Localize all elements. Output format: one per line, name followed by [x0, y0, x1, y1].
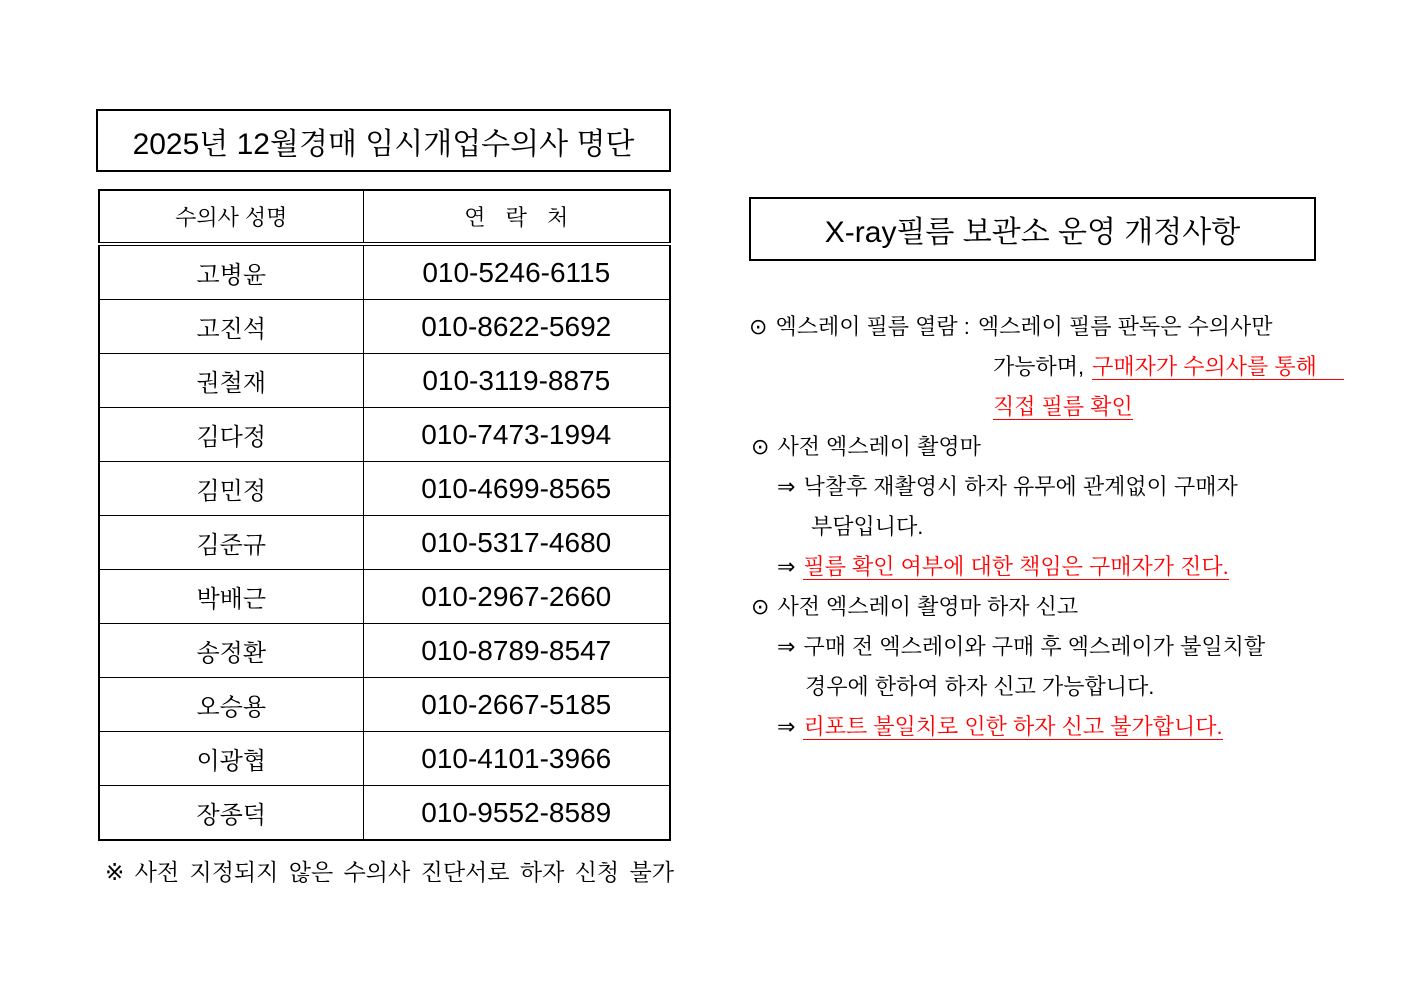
- right-arrow-icon: ⇒: [777, 634, 796, 659]
- circled-dot-bullet-icon: ⊙: [749, 314, 768, 339]
- table-row: [99, 354, 670, 408]
- note-item3-sub2: [777, 713, 1223, 741]
- emphasis-text: 구매자가 수의사를 통해: [1092, 354, 1344, 380]
- table-row: [99, 786, 670, 841]
- note-heading: 사전 엑스레이 촬영마 하자 신고: [777, 594, 1079, 619]
- note-item2-sub2: [777, 553, 1229, 581]
- table-header-row: [99, 190, 670, 244]
- vet-phone: 010-5246-6115: [363, 244, 670, 300]
- note-item1-line: [749, 313, 1273, 341]
- table-row: [99, 516, 670, 570]
- note-text: 낙찰후 재촬영시 하자 유무에 관계없이 구매자: [803, 474, 1238, 499]
- vet-name: 고병윤: [99, 244, 363, 300]
- note-text: 엑스레이 필름 판독은 수의사만: [977, 314, 1273, 339]
- right-arrow-icon: ⇒: [777, 474, 796, 499]
- note-text: 구매 전 엑스레이와 구매 후 엑스레이가 불일치할: [803, 634, 1266, 659]
- note-item1-continuation: [993, 353, 1344, 381]
- vet-name: 고진석: [99, 300, 363, 354]
- table-row: [99, 678, 670, 732]
- vet-phone: 010-5317-4680: [363, 516, 670, 570]
- vet-name: 송정환: [99, 624, 363, 678]
- note-item1-continuation-2: [993, 393, 1133, 421]
- footnote: ※ 사전 지정되지 않은 수의사 진단서로 하자 신청 불가: [105, 859, 674, 885]
- table-row: [99, 300, 670, 354]
- vet-phone: 010-8622-5692: [363, 300, 670, 354]
- notice-title: X-ray필름 보관소 운영 개정사항: [824, 216, 1241, 249]
- vet-name: 박배근: [99, 570, 363, 624]
- vet-phone: 010-4699-8565: [363, 462, 670, 516]
- emphasis-text: 필름 확인 여부에 대한 책임은 구매자가 진다.: [803, 554, 1229, 579]
- vet-phone: 010-9552-8589: [363, 786, 670, 841]
- table-row: [99, 624, 670, 678]
- vet-phone: 010-3119-8875: [363, 354, 670, 408]
- table-row: [99, 732, 670, 786]
- note-item2-line: [751, 433, 981, 461]
- note-item2-sub1: [777, 473, 1238, 501]
- note-heading: 엑스레이 필름 열람 :: [775, 314, 970, 339]
- note-item3-sub1-continuation: [805, 673, 1154, 701]
- note-text: 부담입니다.: [811, 514, 924, 539]
- emphasis-text: 직접 필름 확인: [993, 394, 1133, 419]
- note-heading: 사전 엑스레이 촬영마: [777, 434, 981, 459]
- vet-name: 김다정: [99, 408, 363, 462]
- notice-box: [749, 197, 1316, 261]
- emphasis-text: 리포트 불일치로 인한 하자 신고 불가합니다.: [803, 714, 1223, 739]
- note-text: 가능하며,: [993, 354, 1085, 379]
- table-row: [99, 462, 670, 516]
- circled-dot-bullet-icon: ⊙: [751, 434, 770, 459]
- title-box: [96, 109, 671, 172]
- vet-name: 이광협: [99, 732, 363, 786]
- table-row: [99, 244, 670, 300]
- table-row: [99, 408, 670, 462]
- vet-phone: 010-2967-2660: [363, 570, 670, 624]
- right-arrow-icon: ⇒: [777, 714, 796, 739]
- vet-phone: 010-7473-1994: [363, 408, 670, 462]
- header-contact: 연 락 처: [363, 190, 670, 244]
- note-item3-line: [751, 593, 1078, 621]
- table-row: [99, 570, 670, 624]
- vet-phone: 010-8789-8547: [363, 624, 670, 678]
- veterinarian-table: [98, 189, 671, 841]
- vet-name: 장종덕: [99, 786, 363, 841]
- circled-dot-bullet-icon: ⊙: [751, 594, 770, 619]
- note-item3-sub1: [777, 633, 1265, 661]
- header-vet-name: 수의사 성명: [99, 190, 363, 244]
- vet-name: 김준규: [99, 516, 363, 570]
- note-text: 경우에 한하여 하자 신고 가능합니다.: [805, 674, 1155, 699]
- vet-phone: 010-4101-3966: [363, 732, 670, 786]
- right-arrow-icon: ⇒: [777, 554, 796, 579]
- document-title: 2025년 12월경매 임시개업수의사 명단: [132, 127, 635, 161]
- vet-phone: 010-2667-5185: [363, 678, 670, 732]
- vet-name: 김민정: [99, 462, 363, 516]
- note-item2-sub1-continuation: [811, 513, 923, 541]
- vet-name: 오승용: [99, 678, 363, 732]
- vet-name: 권철재: [99, 354, 363, 408]
